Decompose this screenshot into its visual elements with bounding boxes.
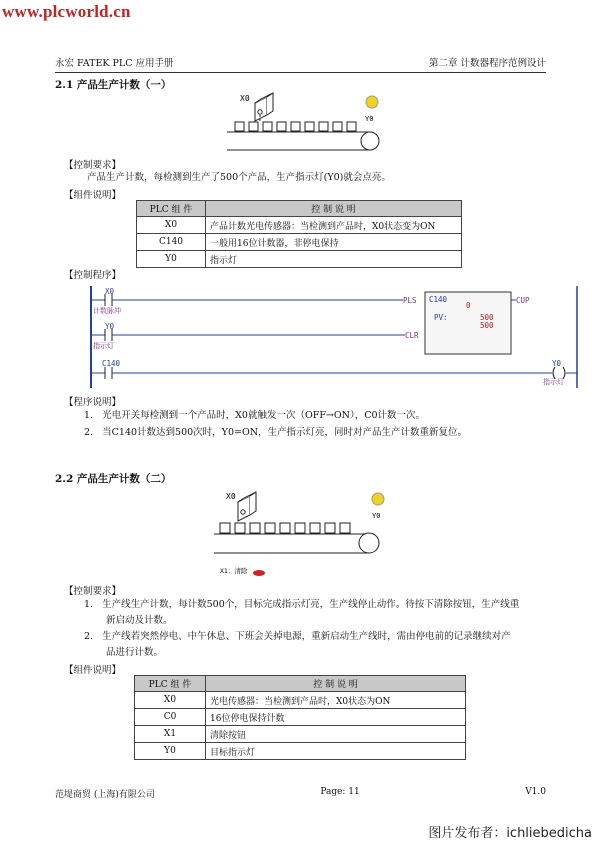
- product-boxes: [220, 523, 350, 533]
- table-cell-component: C140: [137, 234, 206, 251]
- section-title-2-2: 2.2 产品生产计数（二）: [55, 473, 172, 485]
- page-footer: [55, 787, 546, 800]
- ladder-x0-comment: 计数脉冲: [93, 307, 121, 315]
- table-cell-component: X0: [137, 217, 206, 234]
- ladder-cup-label: CUP: [516, 296, 530, 305]
- control-requirements-text: 产品生产计数，每检测到生产了500个产品，生产指示灯(Y0)就会点亮。: [87, 172, 391, 183]
- photo-sensor-icon: [255, 93, 273, 121]
- figure-lamp-label: Y0: [365, 115, 374, 123]
- table-header-component: PLC 组 件: [135, 676, 206, 692]
- table-cell-component: X1: [135, 726, 206, 743]
- table-row: [137, 217, 462, 234]
- table-cell-component: Y0: [135, 743, 206, 760]
- image-publisher-credit: 图片发布者：ichliebedicha: [428, 826, 592, 841]
- header-chapter-title: 第二章 计数器程序范例设计: [428, 58, 546, 69]
- item-number: 2.: [84, 631, 94, 642]
- counter-pv-value: 500: [480, 313, 494, 322]
- ladder-out-label: Y0: [552, 359, 562, 368]
- table-header-component: PLC 组 件: [137, 201, 206, 217]
- control-requirements-heading: 【控制要求】: [64, 586, 122, 597]
- counter-pv-value-2: 500: [480, 321, 494, 330]
- ladder-x0-label: X0: [105, 287, 115, 296]
- table-cell-description: 指示灯: [206, 251, 462, 268]
- figure-lamp-label: Y0: [372, 512, 381, 520]
- table-cell-description: 目标指示灯: [206, 743, 466, 760]
- component-table-2: [134, 675, 466, 760]
- item-number: 1.: [84, 599, 94, 610]
- item-text-cont: 新启动及计数。: [106, 615, 173, 626]
- ladder-y0-comment: 指示灯: [93, 342, 114, 350]
- conveyor-roller: [361, 132, 379, 150]
- control-program-heading: 【控制程序】: [64, 270, 122, 281]
- table-row: [135, 726, 466, 743]
- ladder-out-comment: 指示灯: [543, 378, 564, 386]
- table-cell-description: 光电传感器：当检测到产品时，X0状态为ON: [206, 692, 466, 709]
- item-text-cont: 品进行计数。: [106, 647, 164, 658]
- footer-version: V1.0: [525, 787, 546, 797]
- table-row: [137, 251, 462, 268]
- conveyor-figure-2: [212, 487, 402, 579]
- control-requirements-heading: 【控制要求】: [64, 160, 122, 171]
- requirement-item: [84, 597, 554, 629]
- component-heading: 【组件说明】: [64, 665, 122, 676]
- table-cell-description: 产品计数光电传感器：当检测到产品时，X0状态变为ON: [206, 217, 462, 234]
- explanation-item: [84, 408, 425, 424]
- figure-sensor-label: X0: [226, 492, 236, 501]
- ladder-pls-label: PLS: [403, 296, 417, 305]
- item-text: 当C140计数达到500次时，Y0=ON，生产指示灯亮，同时对产品生产计数重新复位。: [102, 427, 468, 438]
- table-row: [137, 234, 462, 251]
- requirement-item: [84, 629, 554, 661]
- clear-button-icon: [253, 570, 265, 576]
- component-table-1: [136, 200, 462, 268]
- ladder-clr-label: CLR: [405, 331, 419, 340]
- counter-current-value: 0: [466, 301, 471, 310]
- component-heading: 【组件说明】: [64, 190, 122, 201]
- table-row: [135, 692, 466, 709]
- table-cell-description: 一般用16位计数器，非停电保持: [206, 234, 462, 251]
- ladder-diagram: [85, 284, 585, 390]
- indicator-lamp-icon: [372, 493, 384, 505]
- item-number: 2.: [84, 427, 94, 438]
- table-cell-description: 清除按钮: [206, 726, 466, 743]
- counter-pv-label: PV:: [434, 313, 448, 322]
- program-explanation-heading: 【程序说明】: [64, 397, 122, 408]
- ladder-y0-label: Y0: [105, 322, 115, 331]
- table-header-description: 控 制 说 明: [206, 201, 462, 217]
- table-row: [135, 709, 466, 726]
- table-header-description: 控 制 说 明: [206, 676, 466, 692]
- conveyor-figure-1: [225, 90, 395, 152]
- conveyor-roller: [359, 533, 379, 553]
- footer-company: 范堤商贸 (上海)有限公司: [55, 790, 155, 800]
- figure-sensor-label: X0: [240, 94, 250, 103]
- photo-sensor-icon: [238, 492, 256, 521]
- counter-name: C140: [429, 295, 448, 304]
- table-cell-description: 16位停电保持计数: [206, 709, 466, 726]
- table-cell-component: X0: [135, 692, 206, 709]
- product-boxes: [235, 122, 356, 131]
- site-watermark: www.plcworld.cn: [2, 2, 131, 21]
- indicator-lamp-icon: [366, 96, 378, 108]
- table-cell-component: C0: [135, 709, 206, 726]
- ladder-c140-label: C140: [102, 359, 121, 368]
- figure-clear-label: X1：清除: [220, 567, 248, 575]
- item-text: 生产线若突然停电、中午休息、下班会关掉电源，重新启动生产线时，需由停电前的记录继续对产: [102, 631, 511, 642]
- explanation-item: [84, 425, 467, 441]
- footer-page-number: Page: 11: [320, 787, 360, 797]
- item-text: 生产线生产计数，每计数500个，目标完成指示灯亮，生产线停止动作。待按下清除按钮，生产线重: [102, 599, 520, 610]
- header-manual-title: 永宏 FATEK PLC 应用手册: [55, 58, 174, 69]
- page-header: [55, 55, 546, 73]
- item-number: 1.: [84, 410, 94, 421]
- table-cell-component: Y0: [137, 251, 206, 268]
- item-text: 光电开关每检测到一个产品时，X0就触发一次（OFF→ON），C0计数一次。: [102, 410, 426, 421]
- table-row: [135, 743, 466, 760]
- section-title-2-1: 2.1 产品生产计数（一）: [55, 79, 172, 91]
